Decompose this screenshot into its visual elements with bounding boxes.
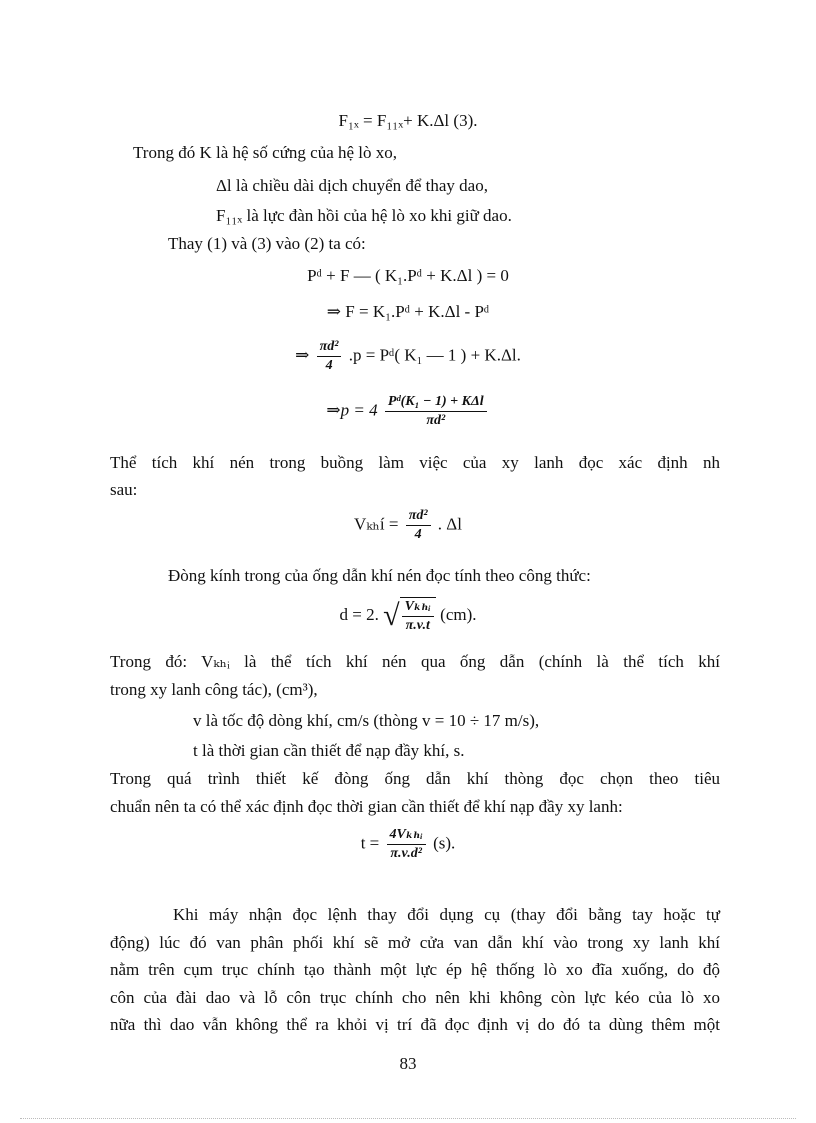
square-root (383, 597, 436, 635)
equation-diameter-lhs: d = 2. (339, 604, 379, 624)
substitution-intro: Thay (1) và (3) vào (2) ta có: (168, 234, 366, 253)
paragraph-process-line-2: chuẩn nên ta có thể xác định đọc thời gian cần thiết để khí nạp đầy xy lanh: (110, 797, 623, 816)
paragraph-volume-line-1: Thể tích khí nén trong buồng làm việc của xy lanh đọc xác định nh (110, 453, 720, 472)
paragraph-where-line-2: trong xy lanh công tác), (cm³), (110, 680, 318, 699)
fraction-denominator: 4 (325, 358, 333, 373)
equation-diameter (0, 597, 816, 635)
paragraph-machine-line-5: nữa thì dao vẫn không thể ra khỏi vị trí đã đọc định vị do đó ta dùng thêm một (110, 1015, 720, 1034)
page-number: 83 (399, 1054, 417, 1073)
fraction-numerator: 4Vₖₕᵢ (387, 826, 426, 845)
equation-c-rhs: .p = Pᵈ( K₁ — 1 ) + K.Δl. (348, 345, 521, 365)
fraction-pi-d2-over-4 (406, 507, 431, 544)
definition-v: v là tốc độ dòng khí, cm/s (thòng v = 10 ÷ 17 m/s), (193, 711, 540, 730)
fraction-numerator: Vₖₕᵢ (402, 598, 434, 617)
fraction-pi-d2-over-4 (317, 338, 342, 375)
equation-volume-lhs: Vₖₕí = (354, 514, 399, 534)
equation-d-lhs: ⇒p = 4 (326, 400, 378, 420)
definition-t: t là thời gian cần thiết để nạp đầy khí, s. (193, 741, 465, 760)
fraction-numerator: πd² (317, 338, 342, 357)
equation-a: Pᵈ + F — ( K₁.Pᵈ + K.Δl ) = 0 (307, 266, 509, 285)
radical-sign: √ (383, 599, 400, 632)
paragraph-process-line-1: Trong quá trình thiết kế đòng ống dẫn khí thòng đọc chọn theo tiêu (110, 769, 720, 788)
fraction-time (387, 826, 426, 863)
fraction-denominator: π.v.t (405, 618, 430, 633)
paragraph-volume-line-2: sau: (110, 480, 138, 499)
paragraph-machine-line-4: côn của đài dao và lỗ côn trục chính cho nên khi không còn lực kéo của lò xo (110, 988, 720, 1007)
equation-c (0, 338, 816, 375)
fraction-pressure (385, 393, 487, 430)
fraction-denominator: π.v.d² (390, 846, 422, 861)
fraction-numerator: πd² (406, 507, 431, 526)
definition-f11x: F₁₁ₓ là lực đàn hồi của hệ lò xo khi giữ dao. (216, 206, 512, 225)
paragraph-diameter: Đòng kính trong của ống dẫn khí nén đọc tính theo công thức: (168, 566, 591, 585)
equation-b: ⇒ F = K₁.Pᵈ + K.Δl - Pᵈ (326, 302, 490, 321)
equation-volume (0, 507, 816, 544)
paragraph-machine-line-1: Khi máy nhận đọc lệnh thay đổi dụng cụ (thay đổi bằng tay hoặc tự (173, 905, 720, 924)
equation-d (0, 393, 816, 430)
paragraph-machine-line-2: động) lúc đó van phân phối khí sẽ mở cửa van dẫn khí vào trong xy lanh khí (110, 933, 720, 952)
paragraph-machine-line-3: nằm trên cụm trục chính tạo thành một lực ép hệ thống lò xo đĩa xuống, do độ (110, 960, 720, 979)
equation-3: F₁ₓ = F₁₁ₓ+ K.Δl (3). (338, 111, 478, 130)
implies-symbol: ⇒ (295, 345, 310, 365)
definition-k: Trong đó K là hệ số cứng của hệ lò xo, (133, 143, 398, 162)
fraction-denominator: πd² (426, 413, 446, 428)
definition-delta-l: Δl là chiều dài dịch chuyển để thay dao, (216, 176, 488, 195)
equation-volume-rhs: . Δl (437, 514, 462, 534)
fraction-numerator: Pᵈ(K₁ − 1) + KΔl (385, 393, 487, 412)
equation-time (0, 826, 816, 863)
footer-dotted-rule (20, 1118, 796, 1119)
equation-diameter-unit: (cm). (440, 604, 477, 624)
paragraph-where-line-1: Trong đó: Vₖₕᵢ là thể tích khí nén qua ống dẫn (chính là thể tích khí (110, 652, 720, 671)
fraction-v-over-pvt (402, 598, 434, 635)
equation-time-lhs: t = (360, 833, 380, 853)
equation-time-unit: (s). (433, 833, 456, 853)
fraction-denominator: 4 (414, 527, 422, 542)
